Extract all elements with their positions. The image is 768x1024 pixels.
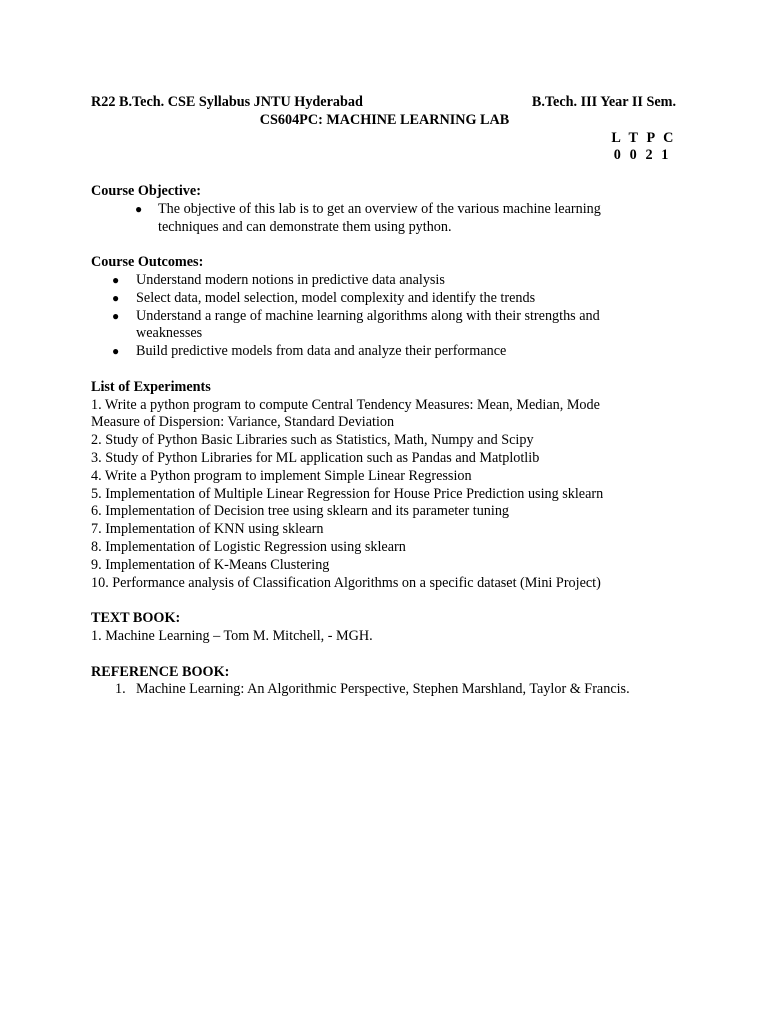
text-book-heading: TEXT BOOK: — [91, 610, 181, 627]
spacer — [91, 646, 681, 664]
bullet-icon: ● — [112, 290, 120, 305]
text-book-item: 1. Machine Learning – Tom M. Mitchell, - MGH. — [91, 627, 373, 644]
experiment-line: 3. Study of Python Libraries for ML application such as Pandas and Matplotlib — [91, 449, 540, 466]
experiment-line: 1. Write a python program to compute Central Tendency Measures: Mean, Median, Mode — [91, 396, 600, 413]
year-semester: B.Tech. III Year II Sem. — [531, 94, 676, 110]
experiment-line: 5. Implementation of Multiple Linear Regression for House Price Prediction using sklearn — [91, 485, 604, 502]
experiment-line: Measure of Dispersion: Variance, Standard Deviation — [91, 414, 395, 431]
bullet-icon: ● — [112, 308, 120, 323]
experiments-list — [91, 397, 681, 593]
spacer — [91, 236, 681, 254]
outcomes-list — [91, 272, 681, 361]
experiment-line: 8. Implementation of Logistic Regression using sklearn — [91, 538, 406, 555]
outcome-text: Select data, model selection, model complexity and identify the trends — [136, 289, 536, 306]
experiment-line: 6. Implementation of Decision tree using sklearn and its parameter tuning — [91, 503, 510, 520]
outcomes-heading: Course Outcomes: — [91, 254, 204, 271]
experiment-line: 10. Performance analysis of Classification Algorithms on a specific dataset (Mini Project) — [91, 574, 601, 591]
list-item — [91, 201, 681, 237]
spacer — [91, 165, 681, 183]
reference-book-list — [91, 681, 681, 699]
list-item — [91, 290, 681, 308]
experiment-line: 9. Implementation of K-Means Clustering — [91, 556, 330, 573]
bullet-icon: ● — [112, 344, 120, 359]
bullet-icon: ● — [135, 201, 143, 216]
experiment-line: 4. Write a Python program to implement Simple Linear Regression — [91, 467, 472, 484]
list-number: 1. — [115, 681, 126, 698]
outcome-text: Understand a range of machine learning algorithms along with their strengths and weaknesses — [136, 307, 600, 342]
experiment-line: 7. Implementation of KNN using sklearn — [91, 521, 324, 538]
spacer — [91, 592, 681, 610]
spacer — [91, 361, 681, 379]
document-header — [91, 94, 681, 112]
ltpc-values: 0 0 2 1 — [613, 147, 671, 164]
experiments-heading: List of Experiments — [91, 378, 211, 395]
course-title: CS604PC: MACHINE LEARNING LAB — [259, 111, 510, 128]
objective-list — [91, 201, 681, 237]
list-item — [91, 681, 681, 699]
bullet-icon: ● — [112, 272, 120, 287]
outcome-text: Understand modern notions in predictive data analysis — [136, 271, 445, 288]
reference-book-text: Machine Learning: An Algorithmic Perspective, Stephen Marshland, Taylor & Francis. — [136, 681, 630, 698]
reference-book-heading: REFERENCE BOOK: — [91, 663, 230, 680]
objective-text: The objective of this lab is to get an overview of the various machine learning techniques and can demonstrate them using python. — [158, 200, 601, 235]
list-item — [91, 272, 681, 290]
syllabus-source: R22 B.Tech. CSE Syllabus JNTU Hyderabad — [91, 94, 363, 110]
outcome-text: Build predictive models from data and analyze their performance — [136, 343, 507, 360]
ltpc-labels: L T P C — [611, 129, 676, 146]
list-item — [91, 343, 681, 361]
experiment-line: 2. Study of Python Basic Libraries such as Statistics, Math, Numpy and Scipy — [91, 432, 534, 449]
list-item — [91, 308, 681, 344]
objective-heading: Course Objective: — [91, 182, 201, 199]
syllabus-page — [91, 94, 681, 699]
